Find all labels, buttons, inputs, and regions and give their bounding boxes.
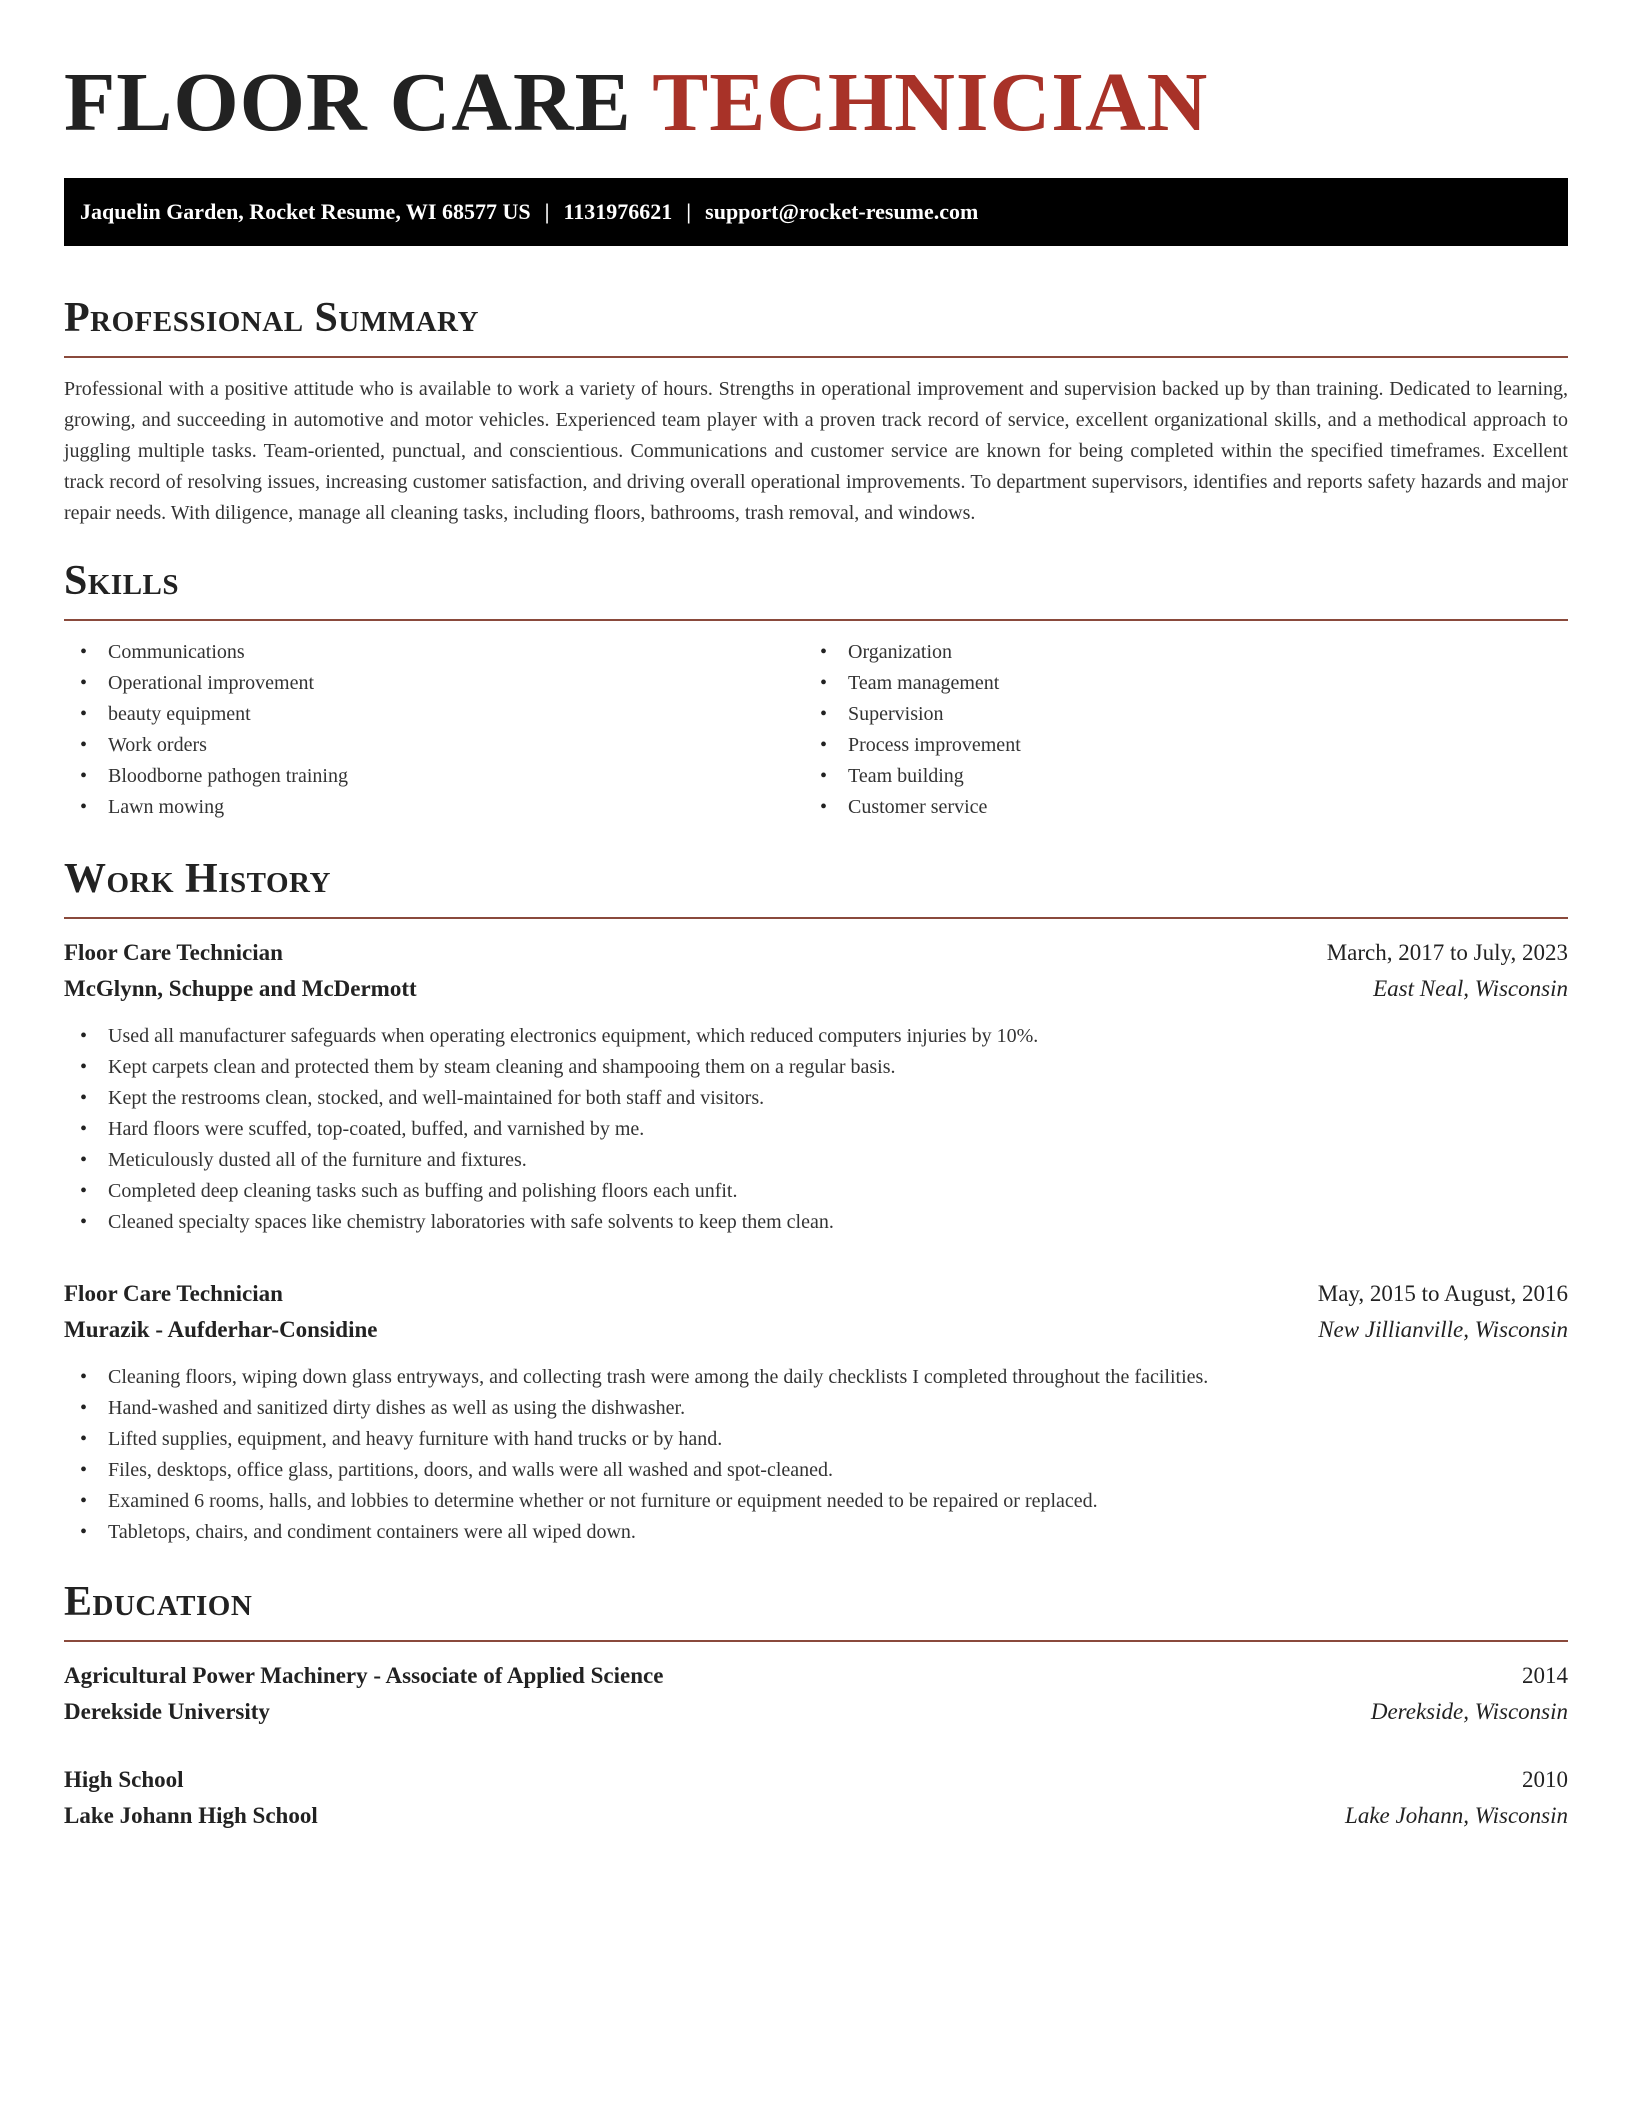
skill-item: • beauty equipment	[64, 699, 804, 730]
education-year: 2010	[1522, 1767, 1568, 1792]
duty-item: • Cleaning floors, wiping down glass entryways, and collecting trash were among the daily checklists I completed throughout the facilities.	[64, 1362, 1568, 1393]
job-company-row	[64, 1312, 1568, 1348]
summary-section	[64, 290, 1568, 529]
section-title-summary: Professional Summary	[64, 295, 479, 341]
job-entry	[64, 935, 1568, 1238]
section-title-education: Education	[64, 1579, 253, 1625]
job-role: Floor Care Technician	[64, 940, 283, 965]
skill-item: • Organization	[804, 637, 1544, 668]
duty-item: • Hand-washed and sanitized dirty dishes as well as using the dishwasher.	[64, 1393, 1568, 1424]
work-history-section	[64, 851, 1568, 1548]
education-degree-row	[64, 1762, 1568, 1798]
education-location: Derekside, Wisconsin	[1370, 1699, 1568, 1724]
skill-item: • Customer service	[804, 792, 1544, 823]
skill-item: • Process improvement	[804, 730, 1544, 761]
skill-item: • Work orders	[64, 730, 804, 761]
job-entry	[64, 1276, 1568, 1548]
education-school: Derekside University	[64, 1699, 270, 1724]
job-dates: May, 2015 to August, 2016	[1317, 1281, 1568, 1306]
education-location: Lake Johann, Wisconsin	[1345, 1803, 1568, 1828]
resume-name	[64, 0, 1568, 152]
name-last: TECHNICIAN	[652, 56, 1209, 149]
duty-item: • Lifted supplies, equipment, and heavy furniture with hand trucks or by hand.	[64, 1424, 1568, 1455]
job-dates: March, 2017 to July, 2023	[1326, 940, 1568, 965]
education-degree-row	[64, 1658, 1568, 1694]
education-entry	[64, 1658, 1568, 1730]
name-first: FLOOR CARE	[64, 56, 632, 149]
job-duties	[64, 1021, 1568, 1238]
education-year: 2014	[1522, 1663, 1568, 1688]
education-school: Lake Johann High School	[64, 1803, 318, 1828]
section-title-skills: Skills	[64, 558, 180, 604]
contact-separator: |	[544, 199, 550, 224]
contact-address: Jaquelin Garden, Rocket Resume, WI 68577 US	[80, 199, 531, 224]
education-entry	[64, 1762, 1568, 1834]
summary-text: Professional with a positive attitude who is available to work a variety of hours. Strengths in operational improvement and supervision backed up by than training. Dedicated to learning, growing, and succeeding in automotive and motor vehicles. Experienced team player with a proven track record of service, excellent organizational skills, and a methodical approach to juggling multiple tasks. Team-oriented, punctual, and conscientious. Communications and customer service are known for being completed within the specified timeframes. Excellent track record of resolving issues, increasing customer satisfaction, and driving overall operational improvements. To department supervisors, identifies and reports safety hazards and major repair needs. With diligence, manage all cleaning tasks, including floors, bathrooms, trash removal, and windows.	[64, 378, 1568, 524]
job-header-row	[64, 1276, 1568, 1312]
duty-item: • Tabletops, chairs, and condiment containers were all wiped down.	[64, 1517, 1568, 1548]
contact-separator: |	[686, 199, 692, 224]
skill-item: • Lawn mowing	[64, 792, 804, 823]
duty-item: • Files, desktops, office glass, partitions, doors, and walls were all washed and spot-cleaned.	[64, 1455, 1568, 1486]
job-company: Murazik - Aufderhar-Considine	[64, 1317, 378, 1342]
section-divider	[64, 917, 1568, 919]
job-location: New Jillianville, Wisconsin	[1318, 1317, 1568, 1342]
contact-bar	[64, 178, 1568, 246]
duty-item: • Completed deep cleaning tasks such as buffing and polishing floors each unfit.	[64, 1176, 1568, 1207]
section-divider	[64, 1640, 1568, 1642]
skills-list-left	[64, 637, 804, 823]
skill-item: • Communications	[64, 637, 804, 668]
education-section	[64, 1574, 1568, 1834]
job-role: Floor Care Technician	[64, 1281, 283, 1306]
skills-columns	[64, 637, 1568, 823]
education-degree: Agricultural Power Machinery - Associate of Applied Science	[64, 1663, 664, 1688]
skills-list-right	[804, 637, 1544, 823]
skill-item: • Operational improvement	[64, 668, 804, 699]
duty-item: • Examined 6 rooms, halls, and lobbies to determine whether or not furniture or equipment needed to be repaired or replaced.	[64, 1486, 1568, 1517]
education-school-row	[64, 1694, 1568, 1730]
duty-item: • Used all manufacturer safeguards when operating electronics equipment, which reduced computers injuries by 10%.	[64, 1021, 1568, 1052]
duty-item: • Kept the restrooms clean, stocked, and well-maintained for both staff and visitors.	[64, 1083, 1568, 1114]
skill-item: • Team building	[804, 761, 1544, 792]
skills-section	[64, 553, 1568, 823]
section-divider	[64, 356, 1568, 358]
job-duties	[64, 1362, 1568, 1548]
skill-item: • Supervision	[804, 699, 1544, 730]
job-location: East Neal, Wisconsin	[1373, 976, 1568, 1001]
skill-item: • Team management	[804, 668, 1544, 699]
resume-page	[64, 0, 1568, 1834]
duty-item: • Cleaned specialty spaces like chemistry laboratories with safe solvents to keep them clean.	[64, 1207, 1568, 1238]
duty-item: • Meticulously dusted all of the furniture and fixtures.	[64, 1145, 1568, 1176]
education-school-row	[64, 1798, 1568, 1834]
section-title-work: Work History	[64, 856, 331, 902]
contact-email[interactable]: support@rocket-resume.com	[705, 199, 979, 224]
duty-item: • Kept carpets clean and protected them by steam cleaning and shampooing them on a regular basis.	[64, 1052, 1568, 1083]
duty-item: • Hard floors were scuffed, top-coated, buffed, and varnished by me.	[64, 1114, 1568, 1145]
contact-phone[interactable]: 1131976621	[563, 199, 673, 224]
job-header-row	[64, 935, 1568, 971]
skill-item: • Bloodborne pathogen training	[64, 761, 804, 792]
section-divider	[64, 619, 1568, 621]
job-company: McGlynn, Schuppe and McDermott	[64, 976, 417, 1001]
education-degree: High School	[64, 1767, 184, 1792]
job-company-row	[64, 971, 1568, 1007]
